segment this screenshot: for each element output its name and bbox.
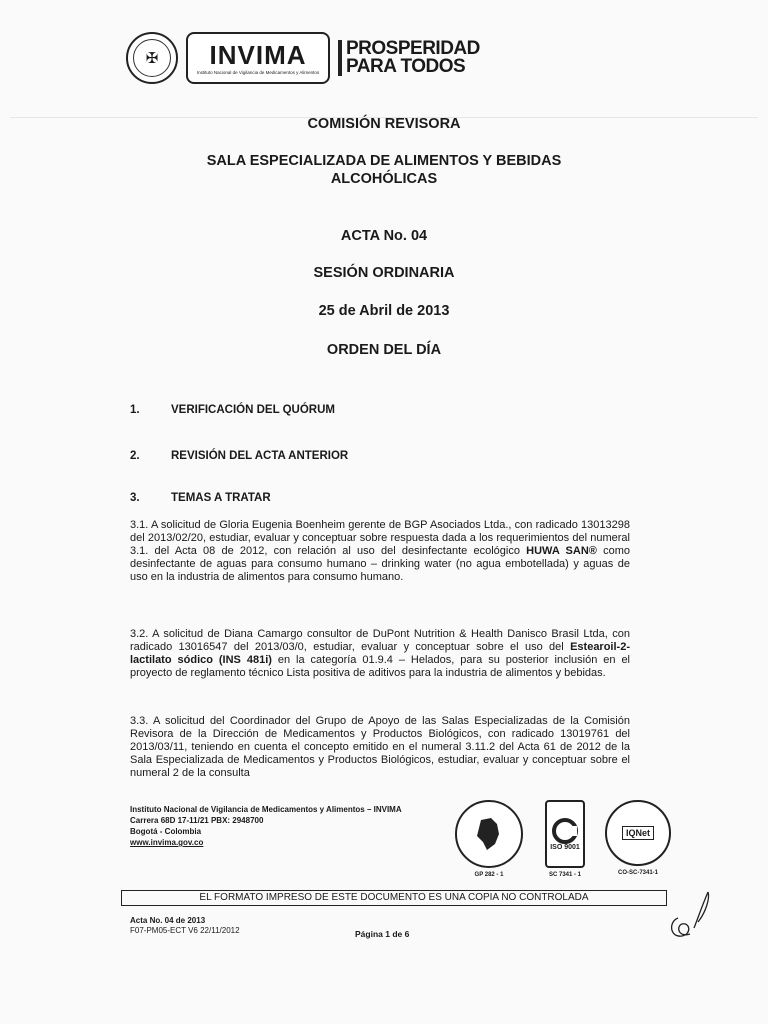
title-sesion: SESIÓN ORDINARIA: [313, 265, 455, 281]
footer-address: [130, 804, 402, 848]
certification-logos: [455, 800, 675, 880]
footer-street: Carrera 68D 17-11/21 PBX: 2948700: [130, 816, 264, 825]
paragraph-3-1: [130, 519, 630, 584]
cert-gp-code: GP 282 - 1: [474, 872, 504, 878]
paragraph-bold-text: Estearoil-2-lactilato sódico (INS 481i): [130, 641, 630, 666]
acta-reference: Acta No. 04 de 2013: [130, 916, 206, 925]
seal-emblem-icon: ✠: [133, 39, 171, 77]
agenda-item-label: REVISIÓN DEL ACTA ANTERIOR: [171, 450, 349, 462]
handwritten-initials-signature: [664, 888, 714, 944]
colombia-seal-logo: [126, 32, 178, 84]
title-comision: COMISIÓN REVISORA: [307, 116, 461, 132]
cert-iqnet-label: IQNet: [622, 826, 654, 840]
cert-gp: [455, 800, 523, 878]
invima-logo: [186, 32, 330, 84]
cert-iso-label: ISO 9001: [550, 843, 580, 851]
agenda-item-label: TEMAS A TRATAR: [171, 492, 271, 504]
invima-logo-text: INVIMA: [209, 39, 307, 70]
cert-iqnet: [605, 800, 671, 876]
footer-city: Bogotá - Colombia: [130, 827, 202, 836]
agenda-item-number: 2.: [130, 450, 140, 462]
footer-institute: Instituto Nacional de Vigilancia de Medicamentos y Alimentos – INVIMA: [130, 805, 402, 814]
title-acta: ACTA No. 04: [340, 228, 428, 244]
footer-website-link[interactable]: www.invima.gov.co: [130, 838, 204, 847]
title-sala-line2: ALCOHÓLICAS: [330, 171, 438, 187]
prosperidad-logo: [338, 40, 480, 76]
paragraph-text: en la categoría 01.9.4 – Helados, para su posterior inclusión en el proyecto de reglamento técnico Lista positiva de aditivos para la industria de alimentos y bebidas.: [130, 654, 631, 679]
iqnet-cert-icon: [605, 800, 671, 866]
header-logos: [126, 30, 480, 86]
agenda-item-1: [130, 404, 335, 416]
prosperidad-line2: PARA TODOS: [346, 56, 466, 77]
form-code: F07-PM05-ECT V6 22/11/2012: [130, 926, 240, 935]
paragraph-3-2: [130, 628, 630, 680]
agenda-item-2: [130, 450, 348, 462]
colombia-map-cert-icon: [455, 800, 523, 868]
title-fecha: 25 de Abril de 2013: [318, 303, 450, 319]
prosperidad-line1: PROSPERIDAD: [346, 38, 480, 59]
copy-notice: EL FORMATO IMPRESO DE ESTE DOCUMENTO ES UNA COPIA NO CONTROLADA: [121, 890, 667, 906]
title-sala-line1: SALA ESPECIALIZADA DE ALIMENTOS Y BEBIDAS: [206, 153, 562, 169]
form-reference: [130, 916, 240, 936]
cert-iqnet-code: CO-SC-7341-1: [617, 870, 658, 876]
agenda-item-3: [130, 492, 271, 504]
cert-iso-code: SC 7341 - 1: [548, 872, 582, 878]
paragraph-text: como desinfectante de aguas para consumo humano – drinking water (no agua embotellada) y aguas de uso en la industria de alimentos para consumo humano.: [130, 545, 630, 583]
icontec-cert-icon: [545, 800, 585, 868]
agenda-item-label: VERIFICACIÓN DEL QUÓRUM: [171, 404, 335, 416]
paragraph-3-3: 3.3. A solicitud del Coordinador del Grupo de Apoyo de las Salas Especializadas de la Comisión Revisora de la Dirección de Medicamentos y Productos Biológicos, con radicado 13019761 del 2013/03/11, teniendo en cuenta el concepto emitido en el numeral 3.11.2 del Acta 61 de 2012 de la Sala Especializada de Medicamentos y Productos Biológicos, estudiar, evaluar y conceptuar sobre el numeral 2 de la consulta: [130, 715, 630, 779]
invima-logo-subtitle: Instituto Nacional de Vigilancia de Medicamentos y Alimentos: [196, 69, 320, 75]
title-orden: ORDEN DEL DÍA: [326, 342, 442, 358]
agenda-item-number: 1.: [130, 404, 140, 416]
agenda-item-number: 3.: [130, 492, 140, 504]
paragraph-text: 3.1. A solicitud de Gloria Eugenia Boenheim gerente de BGP Asociados Ltda., con radicado 13013298 del 2013/02/20, estudiar, evaluar y conceptuar sobre respuesta dada a los requerimientos del numeral 3.1. del Acta 08 de 2012, con relación al uso del desinfectante ecológico: [130, 519, 630, 557]
paragraph-text: 3.2. A solicitud de Diana Camargo consultor de DuPont Nutrition & Health Danisco Brasil Ltda, con radicado 13016547 del 2013/03/0, estudiar, evaluar y conceptuar sobre el uso del: [130, 628, 630, 653]
cert-iso: [545, 800, 585, 878]
paragraph-bold-text: HUWA SAN®: [526, 545, 597, 557]
page-number: Página 1 de 6: [355, 929, 410, 939]
